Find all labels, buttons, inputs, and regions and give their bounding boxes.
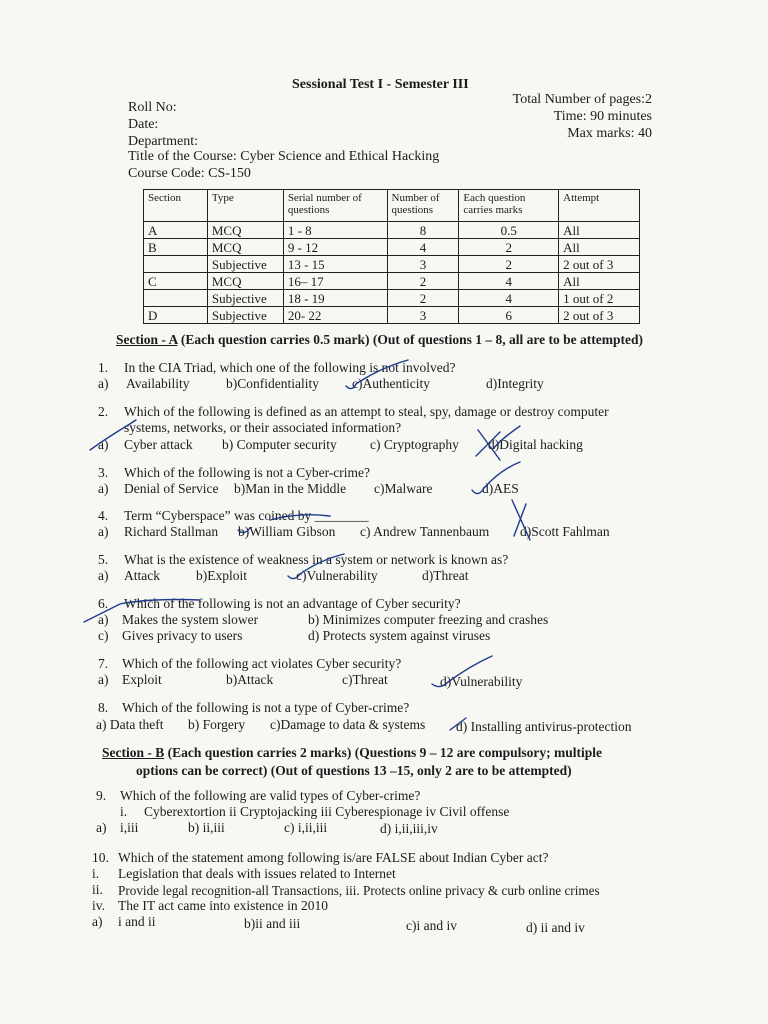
table-cell: 9 - 12 — [283, 239, 387, 256]
question-2-text-line2: systems, networks, or their associated information? — [124, 420, 402, 435]
question-6-number: 6. — [98, 596, 109, 611]
table-cell: 2 — [387, 273, 459, 290]
question-6-option-c-label: c) — [98, 628, 109, 643]
exam-title: Sessional Test I - Semester III — [292, 77, 469, 92]
section-b-heading — [102, 745, 602, 761]
question-9-option-c: c) i,ii,iii — [284, 820, 328, 835]
course-code: Course Code: CS-150 — [128, 166, 251, 181]
table-cell: 2 — [459, 256, 559, 273]
question-7-number: 7. — [98, 656, 109, 671]
table-cell: All — [559, 273, 640, 290]
question-3-option-b: b)Man in the Middle — [234, 481, 347, 496]
table-cell — [144, 256, 208, 273]
question-6-text: Which of the following is not an advantage of Cyber security? — [124, 596, 461, 611]
question-4-option-b: b)William Gibson — [238, 524, 336, 539]
table-cell: 2 out of 3 — [559, 307, 640, 324]
question-6-option-a: Makes the system slower — [122, 612, 259, 627]
table-cell: Subjective — [207, 256, 283, 273]
table-cell: 6 — [459, 307, 559, 324]
question-4-option-c: c) Andrew Tannenbaum — [360, 524, 490, 539]
table-header-cell: Serial number of questions — [283, 190, 387, 222]
question-5-option-b: b)Exploit — [196, 568, 247, 583]
question-5-option-label: a) — [98, 568, 109, 583]
question-10-option-c: c)i and iv — [406, 918, 457, 933]
table-row — [144, 239, 640, 256]
question-10-iv: The IT act came into existence in 2010 — [118, 898, 329, 913]
question-10-option-b: b)ii and iii — [244, 916, 301, 931]
question-3-option-d: d)AES — [482, 481, 519, 496]
question-6-option-c: Gives privacy to users — [122, 628, 243, 643]
section-a-label: Section - A — [116, 332, 178, 347]
date-label: Date: — [128, 117, 159, 132]
question-2-text: Which of the following is defined as an attempt to steal, spy, damage or destroy computer — [124, 404, 609, 419]
table-cell: 4 — [459, 290, 559, 307]
question-10-option-d: d) ii and iv — [526, 920, 585, 935]
table-cell: 4 — [459, 273, 559, 290]
question-10-i: Legislation that deals with issues related to Internet — [118, 866, 396, 881]
table-header-cell: Number of questions — [387, 190, 459, 222]
question-7-option-b: b)Attack — [226, 672, 274, 687]
question-8-option-c: c)Damage to data & systems — [270, 717, 426, 732]
section-b-instructions-line2: options can be correct) (Out of questions 13 –15, only 2 are to be attempted) — [136, 763, 572, 778]
table-header-cell: Type — [207, 190, 283, 222]
table-header-cell: Each question carries marks — [459, 190, 559, 222]
question-4-text: Term “Cyberspace” was coined by ________ — [124, 508, 369, 523]
table-cell: 4 — [387, 239, 459, 256]
question-8-number: 8. — [98, 700, 109, 715]
question-3-option-a: Denial of Service — [124, 481, 219, 496]
question-10-ii: Provide legal recognition-all Transactions, iii. Protects online privacy & curb online crimes — [118, 883, 600, 898]
question-8-option-a: a) Data theft — [96, 717, 164, 732]
question-10-iv-label: iv. — [92, 898, 105, 913]
table-cell: 3 — [387, 256, 459, 273]
table-cell: All — [559, 239, 640, 256]
question-9-text: Which of the following are valid types of Cyber-crime? — [120, 788, 421, 803]
roll-no-label: Roll No: — [128, 100, 177, 115]
table-cell: 3 — [387, 307, 459, 324]
question-3-option-c: c)Malware — [374, 481, 433, 496]
question-1-text: In the CIA Triad, which one of the following is not involved? — [124, 360, 456, 375]
question-9-option-label: a) — [96, 820, 107, 835]
max-marks: Max marks: 40 — [567, 126, 652, 141]
question-6-option-d: d) Protects system against viruses — [308, 628, 491, 643]
question-4-number: 4. — [98, 508, 109, 523]
question-4-option-d: d)Scott Fahlman — [520, 524, 610, 539]
question-2-option-label: a) — [98, 437, 109, 452]
question-5-option-a: Attack — [124, 568, 160, 583]
section-a-instructions: (Each question carries 0.5 mark) (Out of questions 1 – 8, all are to be attempted) — [180, 332, 643, 347]
section-summary-table — [143, 189, 640, 324]
table-cell: All — [559, 222, 640, 239]
table-cell: D — [144, 307, 208, 324]
question-1-option-b: b)Confidentiality — [226, 376, 319, 391]
question-8-text: Which of the following is not a type of Cyber-crime? — [122, 700, 410, 715]
question-6-option-a-label: a) — [98, 612, 109, 627]
question-1-option-label: a) — [98, 376, 109, 391]
table-cell: Subjective — [207, 290, 283, 307]
section-a-heading — [116, 332, 643, 348]
question-10-option-label: a) — [92, 914, 103, 929]
question-2-option-c: c) Cryptography — [370, 437, 459, 452]
question-9-number: 9. — [96, 788, 107, 803]
table-cell: 2 out of 3 — [559, 256, 640, 273]
question-7-text: Which of the following act violates Cyber security? — [122, 656, 402, 671]
table-row — [144, 307, 640, 324]
table-cell: 20- 22 — [283, 307, 387, 324]
table-cell: A — [144, 222, 208, 239]
section-b-label: Section - B — [102, 745, 165, 760]
question-9-option-b: b) ii,iii — [188, 820, 225, 835]
question-10-i-label: i. — [92, 866, 100, 881]
question-5-text: What is the existence of weakness in a system or network is known as? — [124, 552, 509, 567]
table-cell: 0.5 — [459, 222, 559, 239]
question-6-option-b: b) Minimizes computer freezing and crashes — [308, 612, 549, 627]
question-9-sub-items: Cyberextortion ii Cryptojacking iii Cyberespionage iv Civil offense — [144, 804, 510, 819]
table-header-cell: Attempt — [559, 190, 640, 222]
table-cell: 13 - 15 — [283, 256, 387, 273]
question-2-option-a: Cyber attack — [124, 437, 193, 452]
course-title: Title of the Course: Cyber Science and Ethical Hacking — [128, 149, 440, 164]
exam-time: Time: 90 minutes — [553, 109, 652, 124]
table-cell: 2 — [387, 290, 459, 307]
question-10-number: 10. — [92, 850, 109, 865]
question-7-option-a: Exploit — [122, 672, 162, 687]
table-header-row — [144, 190, 640, 222]
question-5-option-d: d)Threat — [422, 568, 469, 583]
question-5-option-c: c)Vulnerability — [296, 568, 378, 583]
table-cell: 16– 17 — [283, 273, 387, 290]
table-cell: 2 — [459, 239, 559, 256]
table-cell: MCQ — [207, 239, 283, 256]
table-row — [144, 222, 640, 239]
question-1-option-a: Availability — [126, 376, 190, 391]
question-8-option-b: b) Forgery — [188, 717, 246, 732]
question-1-option-d: d)Integrity — [486, 376, 544, 391]
question-10-ii-label: ii. — [92, 882, 103, 897]
table-cell: 8 — [387, 222, 459, 239]
table-cell: MCQ — [207, 222, 283, 239]
table-cell: Subjective — [207, 307, 283, 324]
question-5-number: 5. — [98, 552, 109, 567]
total-pages: Total Number of pages:2 — [512, 92, 652, 107]
question-7-option-d: d)Vulnerability — [440, 674, 523, 689]
department-label: Department: — [128, 134, 198, 149]
question-2-option-d: d)Digital hacking — [488, 437, 583, 452]
section-b-instructions: (Each question carries 2 marks) (Questions 9 – 12 are compulsory; multiple — [167, 745, 602, 760]
table-cell: 1 out of 2 — [559, 290, 640, 307]
question-8-option-d: d) Installing antivirus-protection — [456, 719, 632, 734]
question-2-number: 2. — [98, 404, 109, 419]
table-cell — [144, 290, 208, 307]
table-row — [144, 290, 640, 307]
table-row — [144, 273, 640, 290]
table-cell: 18 - 19 — [283, 290, 387, 307]
question-3-number: 3. — [98, 465, 109, 480]
table-cell: 1 - 8 — [283, 222, 387, 239]
question-2-option-b: b) Computer security — [222, 437, 337, 452]
question-10-text: Which of the statement among following is/are FALSE about Indian Cyber act? — [118, 850, 549, 865]
table-row — [144, 256, 640, 273]
question-4-option-a: Richard Stallman — [124, 524, 219, 539]
question-3-text: Which of the following is not a Cyber-crime? — [124, 465, 371, 480]
table-header-cell: Section — [144, 190, 208, 222]
question-9-option-d: d) i,ii,iii,iv — [380, 821, 438, 836]
table-cell: C — [144, 273, 208, 290]
question-10-option-a: i and ii — [118, 914, 156, 929]
question-9-option-a: i,iii — [120, 820, 139, 835]
table-cell: B — [144, 239, 208, 256]
question-3-option-label: a) — [98, 481, 109, 496]
question-1-number: 1. — [98, 360, 109, 375]
question-9-sub-label: i. — [120, 804, 128, 819]
table-cell: MCQ — [207, 273, 283, 290]
question-7-option-c: c)Threat — [342, 672, 388, 687]
question-7-option-label: a) — [98, 672, 109, 687]
question-1-option-c: c)Authenticity — [352, 376, 430, 391]
question-4-option-label: a) — [98, 524, 109, 539]
